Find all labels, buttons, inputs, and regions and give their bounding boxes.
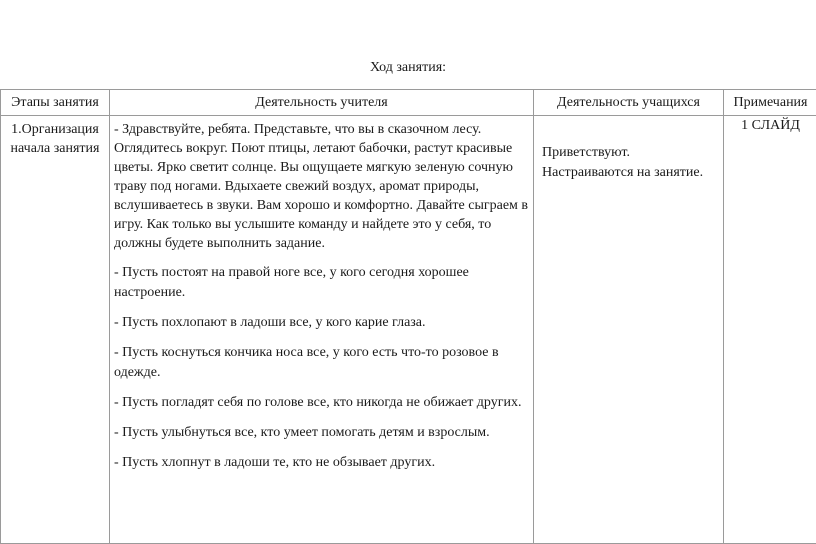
teacher-item: - Пусть хлопнут в ладоши те, кто не обзывает других.: [114, 453, 529, 473]
lesson-table: [0, 89, 816, 544]
teacher-item: - Пусть улыбнуться все, кто умеет помогать детям и взрослым.: [114, 423, 529, 443]
notes-cell: 1 СЛАЙД: [724, 116, 816, 544]
teacher-item: - Пусть похлопают в ладоши все, у кого карие глаза.: [114, 313, 529, 333]
student-activity-cell: [534, 116, 724, 544]
table-header-row: [1, 90, 816, 116]
teacher-intro: - Здравствуйте, ребята. Представьте, что вы в сказочном лесу. Оглядитесь вокруг. Поют птицы, летают бабочки, растут красивые цветы. Ярко светит солнце. Вы ощущаете мягкую зеленую сочную траву под ногами. Вдыхаете свежий воздух, аромат природы, вслушиваетесь в звуки. Вам хорошо и комфортно. Давайте сыграем в игру. Как только вы услышите команду и найдете это у себя, то должны будете выполнить задание.: [114, 120, 529, 253]
header-notes: Примечания: [724, 90, 816, 116]
header-stages: Этапы занятия: [1, 90, 110, 116]
teacher-activity-cell: [110, 116, 534, 544]
teacher-item: - Пусть коснуться кончика носа все, у кого есть что-то розовое в одежде.: [114, 343, 529, 383]
stage-cell: 1.Организация начала занятия: [1, 116, 110, 544]
header-student-activity: Деятельность учащихся: [534, 90, 724, 116]
teacher-item: - Пусть постоят на правой ноге все, у кого сегодня хорошее настроение.: [114, 263, 529, 303]
teacher-item: - Пусть погладят себя по голове все, кто никогда не обижает других.: [114, 393, 529, 413]
student-line: Настраиваются на занятие.: [542, 163, 719, 183]
page-title: Ход занятия:: [0, 60, 816, 76]
student-line: Приветствуют.: [542, 143, 719, 163]
header-teacher-activity: Деятельность учителя: [110, 90, 534, 116]
table-row: [1, 116, 816, 544]
